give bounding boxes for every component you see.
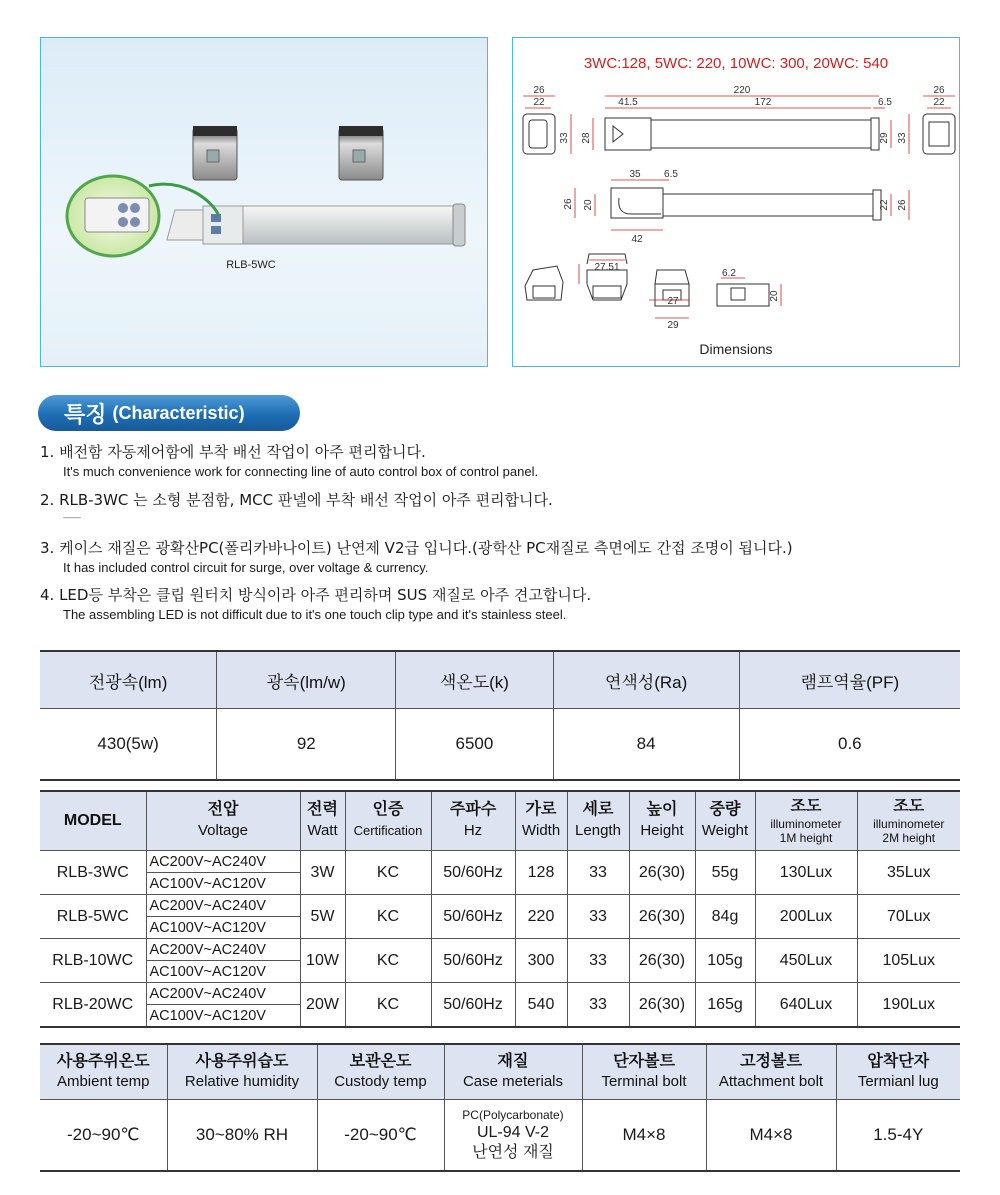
cell-watt: 10W [300, 939, 345, 983]
header-terminal-bolt: 단자볼트 Terminal bolt [582, 1044, 706, 1100]
cell-cert: KC [345, 939, 431, 983]
feature-text-en: —— [63, 512, 81, 522]
dim-label-26b: 26 [933, 85, 945, 96]
value-cri: 84 [553, 709, 739, 781]
dim-label-6-5b: 6.5 [664, 169, 678, 180]
cell-terminal-bolt: M4×8 [582, 1100, 706, 1172]
feature-item-1 [40, 441, 538, 479]
table-row [40, 895, 960, 917]
cell-weight: 55g [695, 851, 755, 895]
header-luminous-flux: 전광속(lm) [40, 651, 217, 709]
cell-custody-temp: -20~90℃ [317, 1100, 444, 1172]
cell-watt: 3W [300, 851, 345, 895]
cell-weight: 105g [695, 939, 755, 983]
dim-label-33b: 33 [897, 132, 908, 144]
cell-lux-2m: 105Lux [857, 939, 960, 983]
cell-lux-2m: 35Lux [857, 851, 960, 895]
cell-lux-2m: 190Lux [857, 983, 960, 1028]
dim-label-6-2: 6.2 [722, 268, 736, 279]
spec-table [40, 790, 960, 1028]
cell-humidity: 30~80% RH [167, 1100, 317, 1172]
cell-ambient-temp: -20~90℃ [40, 1100, 167, 1172]
dim-label-29b: 29 [667, 320, 679, 331]
cell-height: 26(30) [629, 895, 695, 939]
cell-voltage-low: AC100V~AC120V [146, 917, 300, 939]
table-header-row [40, 1044, 960, 1100]
header-ambient-temp: 사용주위온도 Ambient temp [40, 1044, 167, 1100]
dim-label-27-51: 27.51 [594, 262, 620, 273]
cell-weight: 165g [695, 983, 755, 1028]
dim-label-41-5: 41.5 [618, 97, 638, 108]
dim-label-27: 27 [667, 296, 679, 307]
value-color-temp: 6500 [396, 709, 553, 781]
header-cri: 연색성(Ra) [553, 651, 739, 709]
feature-item-3 [40, 537, 793, 575]
cell-model: RLB-20WC [40, 983, 146, 1028]
cell-height: 26(30) [629, 939, 695, 983]
dim-label-26d: 26 [897, 199, 908, 211]
product-caption: RLB-5WC [226, 259, 276, 271]
environment-table [40, 1043, 960, 1172]
value-power-factor: 0.6 [739, 709, 960, 781]
cell-watt: 20W [300, 983, 345, 1028]
product-photo-panel [40, 37, 488, 367]
connector-detail [85, 198, 149, 232]
dim-label-26c: 26 [563, 198, 574, 210]
product-illustration [41, 38, 486, 365]
cell-length: 33 [567, 895, 629, 939]
value-efficacy: 92 [217, 709, 396, 781]
feature-text-ko: 2. RLB-3WC 는 소형 분점함, MCC 판넬에 부착 배선 작업이 아주 편리합니다. [40, 491, 553, 509]
table-row [40, 983, 960, 1005]
led-tube [167, 204, 465, 246]
dim-label-26: 26 [533, 85, 545, 96]
dim-label-22c: 22 [879, 199, 890, 211]
cell-cert: KC [345, 851, 431, 895]
cell-model: RLB-3WC [40, 851, 146, 895]
header-case-material: 재질 Case meterials [444, 1044, 582, 1100]
header-watt: 전력 Watt [300, 791, 345, 851]
header-length: 세로 Length [567, 791, 629, 851]
cell-length: 33 [567, 939, 629, 983]
cell-voltage-high: AC200V~AC240V [146, 939, 300, 961]
cell-model: RLB-10WC [40, 939, 146, 983]
cell-cert: KC [345, 895, 431, 939]
header-frequency: 주파수 Hz [431, 791, 515, 851]
feature-item-4 [40, 584, 591, 622]
header-height: 높이 Height [629, 791, 695, 851]
dim-label-22: 22 [533, 97, 545, 108]
header-terminal-lug: 압착단자 Termianl lug [836, 1044, 960, 1100]
cell-lux-1m: 200Lux [755, 895, 857, 939]
dim-label-6-5: 6.5 [878, 97, 892, 108]
dim-label-20: 20 [583, 199, 594, 211]
table-header-row [40, 651, 960, 709]
header-voltage: 전압 Voltage [146, 791, 300, 851]
feature-text-en: It's much convenience work for connecting line of auto control box of control panel. [63, 464, 539, 479]
table-row [40, 709, 960, 781]
header-model: MODEL [40, 791, 146, 851]
cell-voltage-low: AC100V~AC120V [146, 873, 300, 895]
cell-width: 220 [515, 895, 567, 939]
dim-label-220: 220 [733, 85, 751, 96]
dimensions-caption: Dimensions [699, 341, 773, 357]
cell-lux-1m: 130Lux [755, 851, 857, 895]
dim-label-28: 28 [581, 132, 592, 144]
cell-voltage-low: AC100V~AC120V [146, 961, 300, 983]
header-illuminance-2m: 조도 illuminometer 2M height [857, 791, 960, 851]
feature-text-en: The assembling LED is not difficult due to it's one touch clip type and it's stainless steel. [63, 607, 567, 622]
dimensions-panel [512, 37, 960, 367]
header-humidity: 사용주위습도 Relative humidity [167, 1044, 317, 1100]
cell-lux-1m: 450Lux [755, 939, 857, 983]
header-certification: 인증 Certification [345, 791, 431, 851]
clip-left [193, 126, 237, 180]
header-width: 가로 Width [515, 791, 567, 851]
cell-model: RLB-5WC [40, 895, 146, 939]
cell-voltage-high: AC200V~AC240V [146, 983, 300, 1005]
cell-attachment-bolt: M4×8 [706, 1100, 836, 1172]
cell-lux-1m: 640Lux [755, 983, 857, 1028]
cell-hz: 50/60Hz [431, 939, 515, 983]
cell-case-material: PC(Polycarbonate) UL-94 V-2 난연성 재질 [444, 1100, 582, 1172]
cell-cert: KC [345, 983, 431, 1028]
header-color-temp: 색온도(k) [396, 651, 553, 709]
cell-length: 33 [567, 983, 629, 1028]
table-row [40, 939, 960, 961]
header-illuminance-1m: 조도 illuminometer 1M height [755, 791, 857, 851]
cell-height: 26(30) [629, 851, 695, 895]
cell-weight: 84g [695, 895, 755, 939]
header-custody-temp: 보관온도 Custody temp [317, 1044, 444, 1100]
dim-label-35: 35 [629, 169, 641, 180]
dim-label-172: 172 [754, 97, 772, 108]
cell-hz: 50/60Hz [431, 983, 515, 1028]
characteristic-title-en: (Characteristic) [112, 402, 245, 423]
feature-text-ko: 4. LED등 부착은 클립 원터치 방식이라 아주 편리하며 SUS 재질로 아주 견고합니다. [40, 586, 592, 604]
feature-text-ko: 1. 배전함 자동제어함에 부착 배선 작업이 아주 편리합니다. [40, 443, 426, 461]
dim-label-42: 42 [631, 234, 643, 245]
dim-label-22b: 22 [933, 97, 945, 108]
cell-lux-2m: 70Lux [857, 895, 960, 939]
cell-voltage-low: AC100V~AC120V [146, 1005, 300, 1028]
cell-width: 300 [515, 939, 567, 983]
cell-hz: 50/60Hz [431, 895, 515, 939]
cell-width: 128 [515, 851, 567, 895]
header-power-factor: 램프역율(PF) [739, 651, 960, 709]
performance-table [40, 650, 960, 781]
dim-label-20b: 20 [769, 290, 780, 302]
feature-text-ko: 3. 케이스 재질은 광확산PC(폴리카바나이트) 난연제 V2급 입니다.(광학산 PC재질로 측면에도 간접 조명이 됩니다.) [40, 539, 793, 557]
value-luminous-flux: 430(5w) [97, 734, 159, 753]
cell-hz: 50/60Hz [431, 851, 515, 895]
clip-right [339, 126, 383, 180]
characteristic-badge [38, 395, 300, 431]
dim-label-29: 29 [879, 132, 890, 144]
dim-label-33: 33 [559, 132, 570, 144]
cell-height: 26(30) [629, 983, 695, 1028]
cell-voltage-high: AC200V~AC240V [146, 895, 300, 917]
cell-voltage-high: AC200V~AC240V [146, 851, 300, 873]
dimension-drawing [513, 38, 958, 365]
table-header-row [40, 791, 960, 851]
cell-terminal-lug: 1.5-4Y [836, 1100, 960, 1172]
header-efficacy: 광속(lm/w) [217, 651, 396, 709]
table-row [40, 851, 960, 873]
feature-text-en: It has included control circuit for surge, over voltage & currency. [63, 560, 429, 575]
characteristic-title-ko: 특징 [64, 402, 107, 428]
header-weight: 중량 Weight [695, 791, 755, 851]
dimension-header: 3WC:128, 5WC: 220, 10WC: 300, 20WC: 540 [583, 55, 889, 72]
table-row [40, 1100, 960, 1172]
feature-item-2 [40, 489, 553, 522]
header-attachment-bolt: 고정볼트 Attachment bolt [706, 1044, 836, 1100]
cell-length: 33 [567, 851, 629, 895]
cell-width: 540 [515, 983, 567, 1028]
cell-watt: 5W [300, 895, 345, 939]
